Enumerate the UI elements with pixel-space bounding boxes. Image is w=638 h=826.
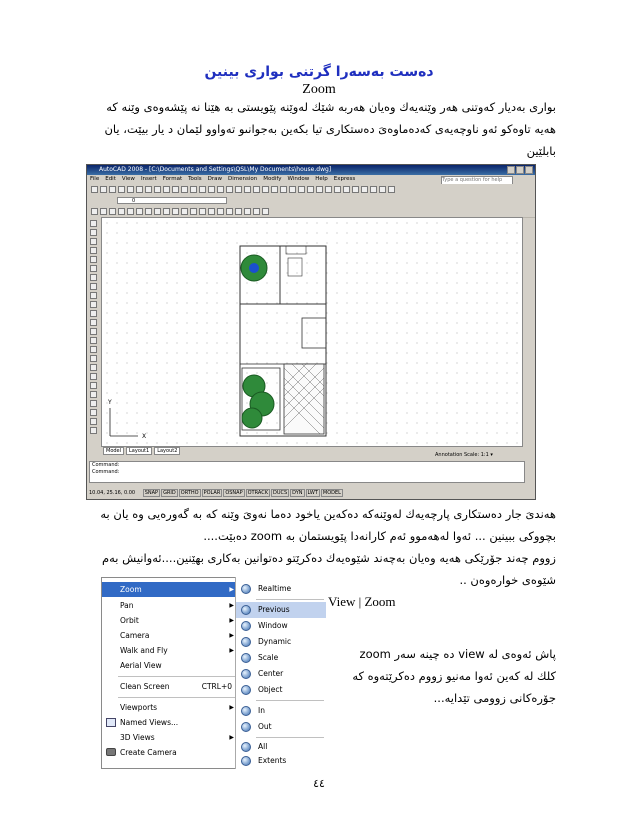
menu-insert[interactable]: Insert xyxy=(140,176,157,182)
menu-item-aerial-view[interactable] xyxy=(102,658,238,673)
coordinate-readout: 10.04, 25.16, 0.00 xyxy=(89,490,136,496)
menu-item-label: Create Camera xyxy=(120,748,177,757)
toolbar-tool-icon[interactable] xyxy=(154,186,161,193)
toolbar-tool-icon[interactable] xyxy=(244,208,251,215)
menu-edit[interactable]: Edit xyxy=(105,176,116,182)
submenu-arrow-icon: ▶ xyxy=(229,586,234,593)
lwt-button[interactable]: LWT xyxy=(307,490,318,496)
model-button[interactable]: MODEL xyxy=(322,490,341,496)
toolbar-tool-icon[interactable] xyxy=(199,208,206,215)
command-line[interactable]: Command: xyxy=(92,469,120,475)
menu-dimension[interactable]: Dimension xyxy=(228,176,258,182)
text-line: شێوەى خوارەوەن .. xyxy=(459,573,556,587)
dyn-button[interactable]: DYN xyxy=(292,490,303,496)
text-line: كلك لە كەين ئەوا مەنيو زووم دەكرێتەوە كە xyxy=(352,669,556,683)
submenu-item-label: All xyxy=(258,742,268,751)
toolbar-tool-icon[interactable] xyxy=(208,186,215,193)
menu-item-label: Zoom xyxy=(120,585,142,594)
toolbar-tool-icon[interactable] xyxy=(136,186,143,193)
zoom-previous-icon xyxy=(241,605,251,615)
modify-tool-icon[interactable] xyxy=(90,229,97,236)
toolbar-tool-icon[interactable] xyxy=(298,186,305,193)
modify-tool-icon[interactable] xyxy=(90,292,97,299)
modify-tool-icon[interactable] xyxy=(90,364,97,371)
zoom-out[interactable] xyxy=(236,719,326,735)
help-search-input[interactable]: Type a question for help xyxy=(441,176,513,185)
status-bar xyxy=(87,487,535,499)
close-button[interactable] xyxy=(525,166,533,174)
zoom-scale-icon xyxy=(241,653,251,663)
menu-item-label: Clean Screen xyxy=(120,682,170,691)
modify-tool-icon[interactable] xyxy=(90,373,97,380)
modify-tool-icon[interactable] xyxy=(90,391,97,398)
zoom-center[interactable] xyxy=(236,666,326,682)
menu-tools[interactable]: Tools xyxy=(188,176,202,182)
menu-item-label: Orbit xyxy=(120,616,139,625)
toolbar-tool-icon[interactable] xyxy=(199,186,206,193)
toolbar-tool-icon[interactable] xyxy=(316,186,323,193)
text-line: بچووكى ببينين ... ئەوا لەهەموو ئەم كارانەدا پێويستمان بە zoom دەبێت.... xyxy=(203,529,556,543)
zoom-window[interactable] xyxy=(236,618,326,634)
autocad-screenshot xyxy=(86,164,536,500)
zoom-in-icon xyxy=(241,706,251,716)
toolbar-tool-icon[interactable] xyxy=(163,208,170,215)
modify-tool-icon[interactable] xyxy=(90,310,97,317)
submenu-separator xyxy=(256,700,324,701)
menu-item-pan[interactable] xyxy=(102,598,238,613)
toolbar-tool-icon[interactable] xyxy=(379,186,386,193)
toolbar-tool-icon[interactable] xyxy=(109,208,116,215)
toolbar-tool-icon[interactable] xyxy=(145,186,152,193)
maximize-button[interactable] xyxy=(516,166,524,174)
floor-plan xyxy=(102,218,524,448)
toolbar-tool-icon[interactable] xyxy=(217,208,224,215)
tab-layout2[interactable]: Layout2 xyxy=(154,447,180,455)
toolbar-tool-icon[interactable] xyxy=(262,208,269,215)
modify-tool-icon[interactable] xyxy=(90,400,97,407)
text-line: زووم چەند جۆرێكى هەيە وەيان بەچەند شێوەيەك دەكرێتو دەتوانين بەكارى بهێنين....ئەوانيش بەم xyxy=(102,551,556,565)
toolbar-tool-icon[interactable] xyxy=(109,186,116,193)
zoom-previous[interactable] xyxy=(236,602,326,618)
room-middle xyxy=(240,304,326,364)
submenu-item-label: Realtime xyxy=(258,584,292,593)
zoom-realtime[interactable] xyxy=(236,581,326,597)
submenu-item-label: Window xyxy=(258,621,288,630)
menu-item-camera[interactable] xyxy=(102,628,238,643)
tab-model[interactable]: Model xyxy=(103,447,124,455)
toolbar-tool-icon[interactable] xyxy=(244,186,251,193)
toolbar-tool-icon[interactable] xyxy=(118,186,125,193)
toolbar-tool-icon[interactable] xyxy=(208,208,215,215)
zoom-in[interactable] xyxy=(236,703,326,719)
submenu-item-label: Dynamic xyxy=(258,637,292,646)
page-number: ٤٤ xyxy=(313,777,325,790)
submenu-item-label: Center xyxy=(258,669,284,678)
toolbar-tool-icon[interactable] xyxy=(190,186,197,193)
window-title: AutoCAD 2008 - [C:\Documents and Settings\QSL\My Documents\house.dwg] xyxy=(99,166,332,173)
polar-button[interactable]: POLAR xyxy=(203,490,221,496)
layer-value: 0 xyxy=(132,198,136,204)
modify-tool-icon[interactable] xyxy=(90,355,97,362)
menu-item-clean-screen[interactable] xyxy=(102,679,238,694)
menu-item-label: Named Views... xyxy=(120,718,179,727)
zoom-realtime-icon xyxy=(241,584,251,594)
menu-view[interactable]: View xyxy=(121,176,135,182)
submenu-arrow-icon: ▶ xyxy=(229,647,234,654)
toolbar-tool-icon[interactable] xyxy=(388,186,395,193)
toolbar-tool-icon[interactable] xyxy=(154,208,161,215)
zoom-dynamic-icon xyxy=(241,637,251,647)
toolbar-tool-icon[interactable] xyxy=(181,186,188,193)
toolbar-tool-icon[interactable] xyxy=(226,208,233,215)
menu-item-named-views[interactable] xyxy=(102,715,238,730)
zoom-window-icon xyxy=(241,621,251,631)
page-subtitle: Zoom xyxy=(302,82,336,97)
menu-separator xyxy=(118,697,236,698)
toolbar-tool-icon[interactable] xyxy=(91,208,98,215)
menu-item-label: Viewports xyxy=(120,703,158,712)
toolbar-tool-icon[interactable] xyxy=(343,186,350,193)
modify-tool-icon[interactable] xyxy=(90,220,97,227)
zoom-extents-icon xyxy=(241,756,251,766)
text-line: بوارى بەديار كەوتنى هەر وێنەيەك وەيان هەربە شێك لەوێنە پێويستى بە هێنا نە پێشەوەى وێنە كە xyxy=(106,100,556,114)
fixture xyxy=(288,258,302,276)
modify-tool-icon[interactable] xyxy=(90,274,97,281)
zoom-all-icon xyxy=(241,742,251,752)
zoom-scale[interactable] xyxy=(236,650,326,666)
modify-tool-icon[interactable] xyxy=(90,418,97,425)
toolbar-tool-icon[interactable] xyxy=(352,186,359,193)
toolbar-tool-icon[interactable] xyxy=(307,186,314,193)
snap-button[interactable]: SNAP xyxy=(144,490,159,496)
menu-help[interactable]: Help xyxy=(315,176,328,182)
menu-item-orbit[interactable] xyxy=(102,613,238,628)
toolbar-tool-icon[interactable] xyxy=(136,208,143,215)
modify-tool-icon[interactable] xyxy=(90,337,97,344)
submenu-item-label: Object xyxy=(258,685,283,694)
named-views-icon xyxy=(106,718,116,727)
toolbar-tool-icon[interactable] xyxy=(118,208,125,215)
toolbar-tool-icon[interactable] xyxy=(172,208,179,215)
submenu-arrow-icon: ▶ xyxy=(229,602,234,609)
zoom-out-icon xyxy=(241,722,251,732)
modify-tool-icon[interactable] xyxy=(90,247,97,254)
modify-tool-icon[interactable] xyxy=(90,346,97,353)
tree-center-icon xyxy=(249,263,259,273)
page-title: دەست بەسەرا گرتنى بوارى بينين xyxy=(204,64,434,80)
ortho-button[interactable]: ORTHO xyxy=(180,490,199,496)
menu-file[interactable]: File xyxy=(90,176,100,182)
menu-express[interactable]: Express xyxy=(333,176,356,182)
toolbar-tool-icon[interactable] xyxy=(370,186,377,193)
layer-dropdown[interactable] xyxy=(117,197,227,204)
menu-item-label: Walk and Fly xyxy=(120,646,168,655)
hatched-area xyxy=(284,364,324,434)
submenu-arrow-icon: ▶ xyxy=(229,632,234,639)
text-line: جۆرەكانى زوومى تێدايە... xyxy=(433,691,556,705)
toolbar-tool-icon[interactable] xyxy=(289,186,296,193)
zoom-submenu xyxy=(235,577,326,769)
toolbar-tool-icon[interactable] xyxy=(334,186,341,193)
menu-item-label: Camera xyxy=(120,631,150,640)
toolbar-tool-icon[interactable] xyxy=(100,208,107,215)
menu-item-zoom[interactable] xyxy=(102,582,238,597)
zoom-dynamic[interactable] xyxy=(236,634,326,650)
ducs-button[interactable]: DUCS xyxy=(272,490,288,496)
submenu-arrow-icon: ▶ xyxy=(229,734,234,741)
room-top-right xyxy=(280,246,326,304)
toolbar-tool-icon[interactable] xyxy=(100,186,107,193)
submenu-arrow-icon: ▶ xyxy=(229,617,234,624)
tab-layout1[interactable]: Layout1 xyxy=(126,447,152,455)
menu-item-label: Aerial View xyxy=(120,661,162,670)
modify-tool-icon[interactable] xyxy=(90,427,97,434)
modify-tool-icon[interactable] xyxy=(90,319,97,326)
zoom-extents[interactable] xyxy=(236,753,326,769)
modify-tool-icon[interactable] xyxy=(90,301,97,308)
submenu-item-label: Out xyxy=(258,722,272,731)
grid-button[interactable]: GRID xyxy=(163,490,176,496)
text-line: هەندىَ جار دەستكارى پارچەيەك لەوێنەكە دەكەين ياخود دەما نەوىَ وێنە كە بە گەورەيى وە يان بە xyxy=(100,507,556,521)
toolbar-tool-icon[interactable] xyxy=(190,208,197,215)
text-line: هەيە تاوەكو ئەو ناوچەيەى كەدەماوەىَ دەستكارى تيا بكەين بەجوانىو تەواوو لێمان د يار بيێت، يان xyxy=(104,122,556,136)
submenu-item-label: Scale xyxy=(258,653,279,662)
menu-item-label: Pan xyxy=(120,601,134,610)
submenu-item-label: In xyxy=(258,706,265,715)
menu-item-viewports[interactable] xyxy=(102,700,238,715)
menu-draw[interactable]: Draw xyxy=(207,176,223,182)
zoom-object-icon xyxy=(241,685,251,695)
stair-box xyxy=(302,318,326,348)
modify-tool-icon[interactable] xyxy=(90,238,97,245)
menu-item-create-camera[interactable] xyxy=(102,745,238,760)
modify-toolbar xyxy=(87,217,101,447)
modify-tool-icon[interactable] xyxy=(90,256,97,263)
toolbar-tool-icon[interactable] xyxy=(280,186,287,193)
command-line: Command: xyxy=(92,462,120,468)
toolbar-tool-icon[interactable] xyxy=(181,208,188,215)
modify-tool-icon[interactable] xyxy=(90,283,97,290)
window-title-bar xyxy=(87,165,535,175)
camera-icon xyxy=(106,748,116,756)
toolbar-tool-icon[interactable] xyxy=(253,208,260,215)
fixture xyxy=(286,246,306,254)
osnap-button[interactable]: OSNAP xyxy=(225,490,243,496)
submenu-item-label: Extents xyxy=(258,756,287,765)
toolbar-tool-icon[interactable] xyxy=(127,208,134,215)
submenu-separator xyxy=(256,599,324,600)
annotation-scale[interactable]: Annotation Scale: 1:1 ▾ xyxy=(435,452,493,458)
drawing-area[interactable] xyxy=(101,217,523,447)
submenu-arrow-icon: ▶ xyxy=(229,704,234,711)
ucs-y-label: Y xyxy=(108,399,112,406)
menu-path-label: View | Zoom xyxy=(328,594,396,609)
otrack-button[interactable]: OTRACK xyxy=(247,490,268,496)
modify-tool-icon[interactable] xyxy=(90,328,97,335)
menu-format[interactable]: Format xyxy=(162,176,183,182)
submenu-separator xyxy=(256,737,324,738)
toolbar-tool-icon[interactable] xyxy=(271,186,278,193)
modify-tool-icon[interactable] xyxy=(90,409,97,416)
ucs-x-label: X xyxy=(142,433,147,440)
modify-tool-icon[interactable] xyxy=(90,382,97,389)
toolbar-tool-icon[interactable] xyxy=(235,208,242,215)
menu-item-label: 3D Views xyxy=(120,733,155,742)
text-line: پاش ئەوەى لە view دە چينە سەر zoom xyxy=(359,647,556,661)
intro-paragraph xyxy=(84,96,556,162)
tree-icon xyxy=(242,408,262,428)
menu-instruction-paragraph xyxy=(328,643,556,709)
toolbar-tool-icon[interactable] xyxy=(325,186,332,193)
minimize-button[interactable] xyxy=(507,166,515,174)
menu-window[interactable]: Window xyxy=(287,176,310,182)
menu-modify[interactable]: Modify xyxy=(263,176,282,182)
toolbar-tool-icon[interactable] xyxy=(235,186,242,193)
command-window[interactable] xyxy=(89,461,525,483)
toolbar-tool-icon[interactable] xyxy=(145,208,152,215)
toolbar-tool-icon[interactable] xyxy=(253,186,260,193)
toolbar-tool-icon[interactable] xyxy=(127,186,134,193)
zoom-object[interactable] xyxy=(236,682,326,698)
text-line: بابلێين xyxy=(526,144,556,158)
toolbar-tool-icon[interactable] xyxy=(361,186,368,193)
menu-item-3d-views[interactable] xyxy=(102,730,238,745)
toolbar-tool-icon[interactable] xyxy=(91,186,98,193)
toolbar-tool-icon[interactable] xyxy=(172,186,179,193)
submenu-item-label: Previous xyxy=(258,605,290,614)
toolbar-tool-icon[interactable] xyxy=(262,186,269,193)
toolbar-tool-icon[interactable] xyxy=(226,186,233,193)
menu-item-walk-and-fly[interactable] xyxy=(102,643,238,658)
toolbar-tool-icon[interactable] xyxy=(163,186,170,193)
zoom-center-icon xyxy=(241,669,251,679)
menu-separator xyxy=(118,676,236,677)
modify-tool-icon[interactable] xyxy=(90,265,97,272)
shortcut-label: CTRL+0 xyxy=(201,682,232,691)
toolbar-tool-icon[interactable] xyxy=(217,186,224,193)
